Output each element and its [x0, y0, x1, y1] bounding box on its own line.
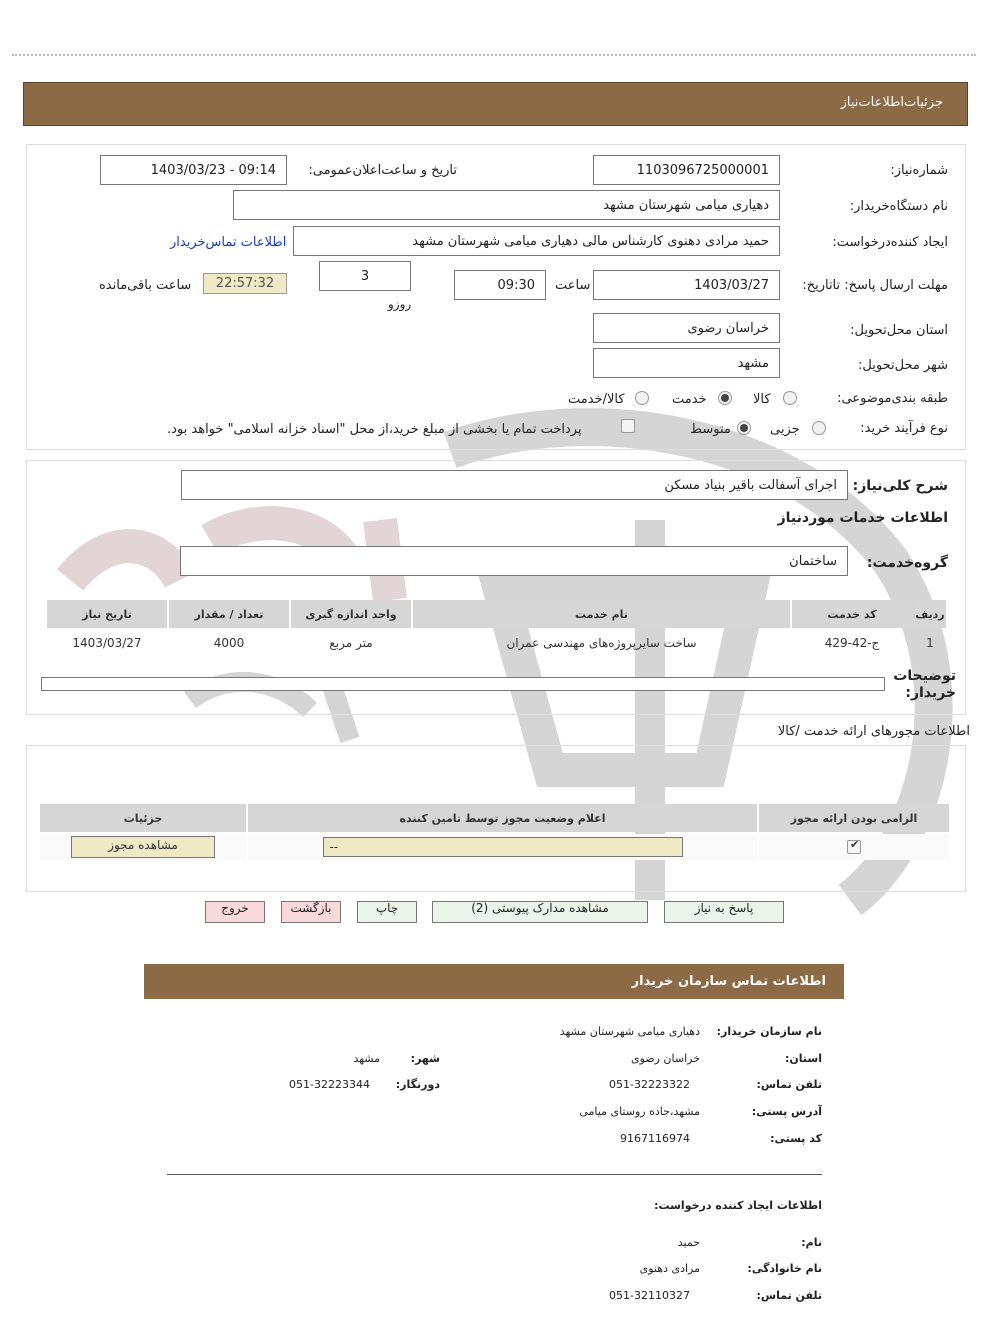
- need-number-label: شماره‌نیاز:: [890, 163, 948, 178]
- contact-postal-label: کد پستی:: [770, 1132, 822, 1145]
- contact-fax: 051-32223344: [289, 1078, 370, 1091]
- contact-org-label: نام سازمان خریدار:: [716, 1025, 822, 1038]
- contact-org: دهیاری میامی شهرستان مشهد: [559, 1025, 700, 1038]
- table-row: [47, 630, 946, 656]
- city-label: شهر محل‌تحویل:: [858, 358, 948, 373]
- summary-field: اجرای آسفالت باقیر بنیاد مسکن: [181, 470, 848, 500]
- cell-date: 1403/03/27: [72, 636, 142, 650]
- deadline-label: مهلت ارسال پاسخ: تاتاریخ:: [802, 278, 948, 293]
- services-title: اطلاعات خدمات مورد‌نیاز: [777, 510, 948, 526]
- print-button[interactable]: چاپ: [357, 901, 417, 923]
- top-divider: [12, 54, 976, 56]
- col-status: اعلام وضعیت مجوز توسط تامین کننده: [248, 804, 757, 832]
- contact-phone-label: تلفن تماس:: [756, 1078, 822, 1091]
- exit-button[interactable]: خروج: [205, 901, 265, 923]
- col-qty: تعداد / مقدار: [169, 600, 289, 628]
- treasury-checkbox[interactable]: [621, 419, 635, 433]
- buyer-contact-link[interactable]: اطلاعات تماس‌خریدار: [170, 235, 287, 250]
- process-medium-radio[interactable]: [737, 421, 751, 435]
- deadline-date-field: 1403/03/27: [593, 270, 780, 300]
- category-goods-label: کالا: [753, 392, 771, 407]
- buyer-org-label: نام دستگاه‌خریدار:: [849, 199, 948, 214]
- category-service-label: خدمت: [672, 392, 707, 407]
- contact-address-label: آدرس پستی:: [751, 1105, 822, 1118]
- summary-label: شرح کلی‌نیاز:: [852, 478, 948, 494]
- creator-phone: 051-32110327: [609, 1289, 690, 1302]
- reply-button[interactable]: پاسخ به نیاز: [664, 901, 784, 923]
- contact-province-label: استان:: [785, 1052, 822, 1065]
- creator-name: حمید: [677, 1236, 700, 1249]
- contact-province: خراسان رضوی: [630, 1052, 700, 1065]
- need-number-field: 1103096725000001: [593, 155, 780, 185]
- contact-title: اطلاعات تماس سازمان خریدار: [631, 974, 826, 989]
- contact-divider: [167, 1174, 822, 1175]
- cell-unit: متر مربع: [329, 636, 373, 650]
- creator-family: مرادی دهنوی: [639, 1262, 700, 1275]
- buyer-notes-label: توضیحات خریدار:: [893, 668, 956, 701]
- creator-phone-label: تلفن تماس:: [756, 1289, 822, 1302]
- contact-fax-label: دورنگار:: [395, 1078, 440, 1091]
- city-field: مشهد: [593, 348, 780, 378]
- creator-family-label: نام خانوادگی:: [747, 1262, 822, 1275]
- category-goods-service-radio[interactable]: [635, 391, 649, 405]
- remaining-label: ساعت باقی‌مانده: [99, 278, 192, 293]
- required-checkbox[interactable]: [847, 840, 861, 854]
- back-button[interactable]: بازگشت: [281, 901, 341, 923]
- remaining-timer: 22:57:32: [203, 273, 287, 294]
- buyer-notes-field: [41, 677, 885, 691]
- deadline-time-field: 09:30: [454, 270, 546, 300]
- service-group-label: گروه‌خدمت:: [866, 555, 948, 571]
- category-service-radio[interactable]: [718, 391, 732, 405]
- creator-label: ایجاد کننده‌درخواست:: [832, 235, 948, 250]
- view-permit-button[interactable]: مشاهده مجوز: [71, 836, 215, 858]
- services-table: [45, 598, 948, 658]
- contact-address: مشهد،جاده روستای میامی: [579, 1105, 700, 1118]
- page-title: جزئیات‌اطلاعات‌نیاز: [840, 95, 943, 110]
- permits-title: اطلاعات مجورهای ارائه خدمت /کالا: [777, 724, 970, 739]
- payment-note: پرداخت تمام یا بخشی از مبلغ خرید،از محل "اسناد خزانه اسلامی" خواهد بود.: [167, 422, 582, 437]
- page-header: [23, 82, 968, 126]
- category-goods-radio[interactable]: [783, 391, 797, 405]
- buyer-org-field: دهیاری میامی شهرستان مشهد: [233, 190, 780, 220]
- col-code: کد خدمت: [792, 600, 912, 628]
- cell-code: ج-42-429: [824, 636, 880, 650]
- creator-info-title: اطلاعات ایجاد کننده درخواست:: [654, 1199, 822, 1212]
- cell-row: 1: [926, 636, 934, 650]
- cell-name: ساخت سایرپروژه‌های مهندسی عمران: [506, 636, 697, 650]
- col-date: تاریخ نیاز: [47, 600, 167, 628]
- col-name: نام خدمت: [413, 600, 790, 628]
- province-field: خراسان رضوی: [593, 313, 780, 343]
- days-field: 3: [319, 261, 411, 291]
- col-unit: واحد اندازه گیری: [291, 600, 411, 628]
- contact-postal: 9167116974: [620, 1132, 690, 1145]
- category-label: طبقه بندی‌موضوعی:: [837, 391, 948, 406]
- check-mark-icon: ✔: [850, 838, 860, 852]
- contact-city: مشهد: [353, 1052, 380, 1065]
- attachments-button[interactable]: مشاهده مدارک پیوستی (2): [432, 901, 648, 923]
- province-label: استان محل‌تحویل:: [850, 323, 948, 338]
- creator-name-label: نام:: [801, 1236, 822, 1249]
- col-details: جزئیات: [40, 804, 246, 832]
- table-row: [40, 834, 949, 860]
- time-label: ساعت: [555, 278, 591, 293]
- contact-phone: 051-32223322: [609, 1078, 690, 1091]
- days-label: روزو: [388, 297, 412, 311]
- status-field: --: [323, 837, 683, 857]
- process-minor-label: جزیی: [770, 422, 800, 437]
- contact-header: [144, 964, 844, 999]
- col-row: ردیف: [914, 600, 946, 628]
- announce-field: 1403/03/23 - 09:14: [100, 155, 287, 185]
- category-goods-service-label: کالا/خدمت: [568, 392, 625, 407]
- process-label: نوع فرآیند خرید:: [860, 421, 948, 436]
- process-medium-label: متوسط: [690, 422, 731, 437]
- contact-city-label: شهر:: [410, 1052, 440, 1065]
- announce-label: تاریخ و ساعت‌اعلان‌عمومی:: [308, 163, 457, 178]
- cell-qty: 4000: [213, 636, 245, 650]
- creator-field: حمید مرادی دهنوی کارشناس مالی دهیاری میامی شهرستان مشهد: [293, 226, 780, 256]
- permits-table: [38, 802, 951, 862]
- col-required: الزامی بودن ارائه مجوز: [759, 804, 949, 832]
- process-minor-radio[interactable]: [812, 421, 826, 435]
- service-group-field: ساختمان: [180, 546, 848, 576]
